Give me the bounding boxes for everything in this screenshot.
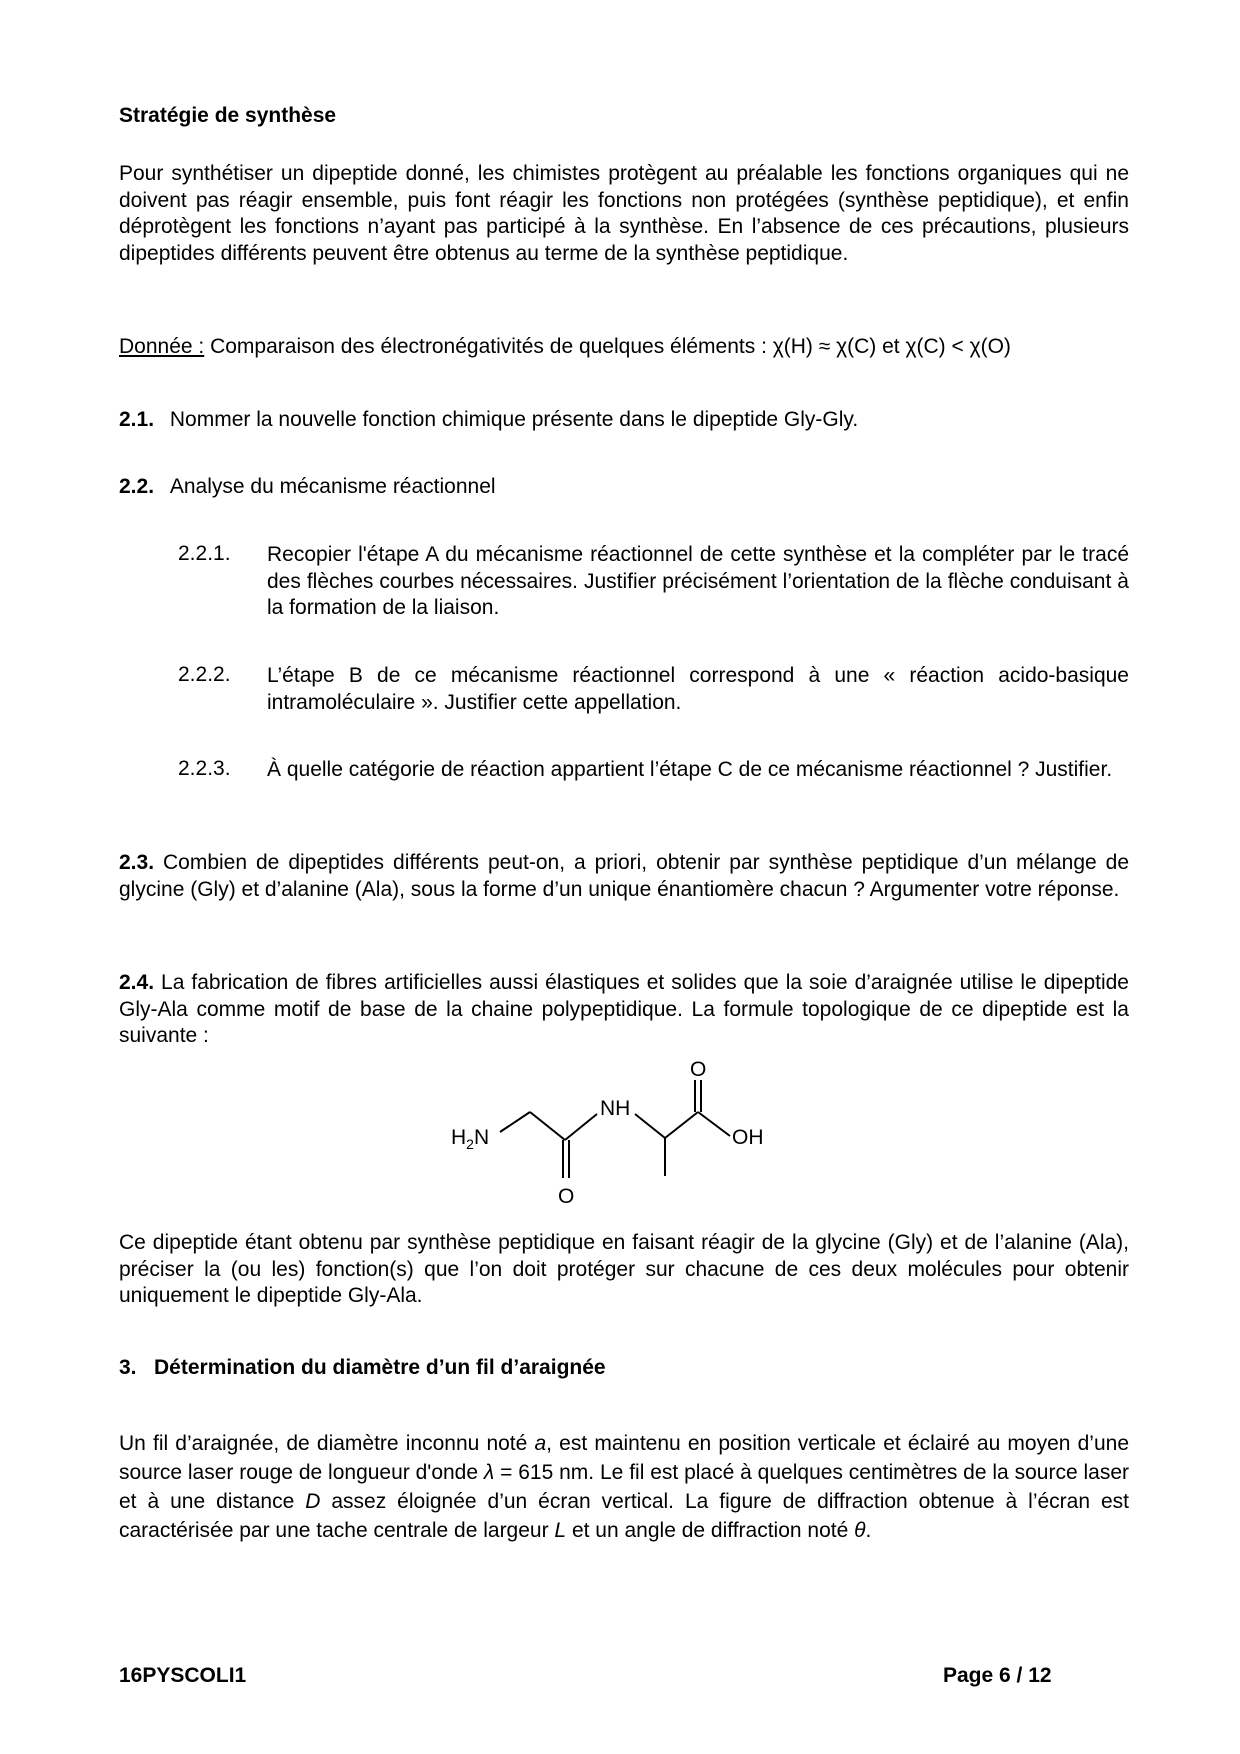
var-theta: θ (854, 1519, 866, 1542)
question-text: Recopier l'étape A du mécanisme réactionnel de cette synthèse et la compléter par le tracé des flèches courbes nécessaires. Justifier précisément l’orientation de la flèche conduisant à la formation de la liaison. (267, 543, 1129, 619)
footer-code: 16PYSCOLI1 (119, 1664, 247, 1687)
var-L: L (554, 1519, 567, 1542)
strategie-paragraph: Pour synthétiser un dipeptide donné, les chimistes protègent au préalable les fonctions organiques qui ne doivent pas réagir ensemble, puis font réagir les fonctions non protégées (synthèse peptidique), et enfin déprotègent les fonctions n’ayant pas participé à la synthèse. En l’absence de ces précautions, plusieurs dipeptides différents peuvent être obtenus au terme de la synthèse peptidique. (119, 162, 1129, 265)
question-number: 2.2. (119, 475, 155, 498)
question-2-2 (119, 475, 496, 499)
question-number: 2.4. (119, 971, 155, 994)
question-2-4 (119, 970, 1129, 1050)
bond-c2-oh (698, 1112, 730, 1136)
section-3-paragraph: Un fil d’araignée, de diamètre inconnu noté a, est maintenu en position verticale et éclairé au moyen d’une source laser rouge de longueur d'onde λ = 615 nm. Le fil est placé à quelques centimètres de la source laser et à une distance D assez éloignée d’un écran vertical. La figure de diffraction obtenue à l’écran est caractérisée par une tache centrale de largeur L et un angle de diffraction noté θ. (119, 1432, 1129, 1542)
question-number: 2.2.1. (178, 542, 231, 565)
carbonyl-oxygen-bottom: O (558, 1185, 575, 1208)
gly-ala-skeletal-formula (440, 1060, 800, 1235)
bond-c-nh (565, 1114, 597, 1140)
donnee-line (119, 335, 1011, 359)
strategie-heading: Stratégie de synthèse (119, 104, 337, 127)
question-text: Nommer la nouvelle fonction chimique présente dans le dipeptide Gly-Gly. (169, 408, 859, 431)
question-text: À quelle catégorie de réaction appartient l’étape C de ce mécanisme réactionnel ? Justifier. (267, 758, 1113, 781)
bond-ca-c (530, 1112, 565, 1140)
question-text: Combien de dipeptides différents peut-on, a priori, obtenir par synthèse peptidique d’un mélange de glycine (Gly) et d’alanine (Ala), sous la forme d’un unique énantiomère chacun ? Argumenter votre réponse. (119, 851, 1129, 901)
var-a: a (534, 1432, 547, 1455)
section-3-heading: 3. Détermination du diamètre d’un fil d’araignée (119, 1356, 606, 1379)
question-number: 2.2.2. (178, 663, 231, 686)
bond-n-ca (500, 1112, 530, 1132)
question-text: L’étape B de ce mécanisme réactionnel correspond à une « réaction acido-basique intramoléculaire ». Justifier cette appellation. (267, 664, 1129, 714)
question-number: 2.1. (119, 408, 155, 431)
var-lambda: λ (483, 1461, 495, 1484)
hydroxyl-label: OH (732, 1126, 764, 1149)
question-2-1 (119, 408, 858, 432)
amine-label: $H_2N$ (451, 1126, 490, 1152)
donnee-label: Donnée : (119, 335, 205, 358)
amide-nh-label: NH (600, 1097, 631, 1120)
question-text: Analyse du mécanisme réactionnel (169, 475, 496, 498)
bond-ca2-c2 (665, 1112, 698, 1138)
bond-nh-ca2 (635, 1114, 665, 1138)
question-2-3 (119, 850, 1129, 903)
footer-page-number: Page 6 / 12 (943, 1664, 1052, 1687)
question-number: 2.3. (119, 851, 155, 874)
var-D: D (305, 1490, 321, 1513)
after-molecule-paragraph: Ce dipeptide étant obtenu par synthèse peptidique en faisant réagir de la glycine (Gly) et de l’alanine (Ala), préciser la (ou les) fonction(s) que l’on doit protéger sur chacune de ces deux molécules pour obtenir uniquement le dipeptide Gly-Ala. (119, 1231, 1129, 1307)
carbonyl-oxygen-top: O (690, 1060, 707, 1081)
question-number: 2.2.3. (178, 757, 231, 780)
donnee-text: Comparaison des électronégativités de quelques éléments : χ(H) ≈ χ(C) et χ(C) < χ(O) (210, 335, 1011, 358)
question-text: La fabrication de fibres artificielles aussi élastiques et solides que la soie d’araignée utilise le dipeptide Gly-Ala comme motif de base de la chaine polypeptidique. La formule topologique de ce dipeptide est la suivante : (119, 971, 1129, 1047)
